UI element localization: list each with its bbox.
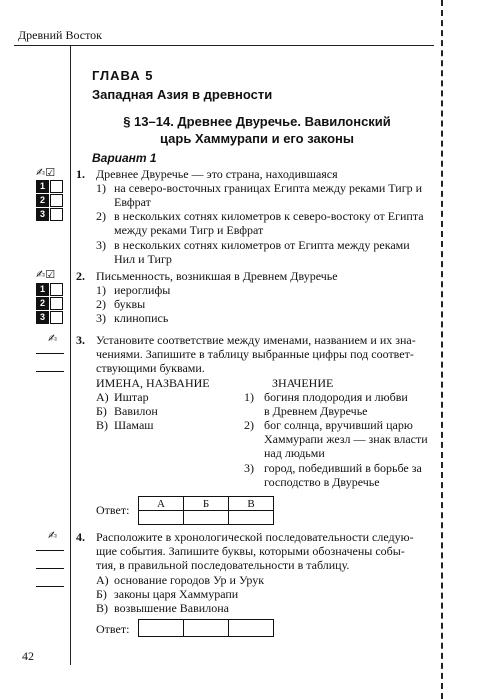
box-number-2: 2 xyxy=(36,297,49,310)
answer-checkbox-q2-2[interactable] xyxy=(50,297,63,310)
running-head: Древний Восток xyxy=(18,28,102,42)
option-text: в нескольких сотнях километров от Египта между реками xyxy=(114,238,410,252)
pencil-check-icon: ✍☑ xyxy=(36,268,56,281)
question-text: щие события. Запишите буквы, которыми обозначены собы- xyxy=(96,544,405,558)
item-letter: Б) xyxy=(96,404,107,418)
pencil-icon: ✍ xyxy=(48,529,58,542)
meaning-number: 3) xyxy=(244,461,254,475)
meaning-text: бог солнца, вручивший царю xyxy=(264,418,413,432)
answer-line[interactable] xyxy=(36,550,64,551)
answer-checkbox-q2-3[interactable] xyxy=(50,311,63,324)
question-number: 4. xyxy=(76,530,85,544)
answer-table-q4 xyxy=(138,619,274,637)
meanings-header: ЗНАЧЕНИЕ xyxy=(272,376,334,390)
variant-label: Вариант 1 xyxy=(92,151,157,165)
question-text: чениями. Запишите в таблицу выбранные цифры под соответ- xyxy=(96,347,414,361)
item-letter: А) xyxy=(96,573,109,587)
answer-cell-1[interactable] xyxy=(139,620,184,637)
pencil-check-icon: ✍☑ xyxy=(36,166,56,179)
answer-checkbox-q1-2[interactable] xyxy=(50,194,63,207)
box-number-3: 3 xyxy=(36,208,49,221)
pencil-icon: ✍ xyxy=(48,332,58,345)
meaning-text: в Древнем Двуречье xyxy=(264,404,368,418)
answer-cell-2[interactable] xyxy=(184,620,229,637)
item-text: основание городов Ур и Урук xyxy=(114,573,265,587)
question-text: Установите соответствие между именами, названием и их зна- xyxy=(96,333,416,347)
option-text: клинопись xyxy=(114,311,169,325)
question-number: 3. xyxy=(76,333,85,347)
section-title xyxy=(96,113,418,147)
item-letter: А) xyxy=(96,390,109,404)
answer-checkbox-q1-3[interactable] xyxy=(50,208,63,221)
meaning-text: над людьми xyxy=(264,446,325,460)
option-number: 2) xyxy=(96,209,106,223)
section-title-line-1: § 13–14. Древнее Двуречье. Вавилонский xyxy=(123,114,391,129)
section-title-line-2: царь Хаммурапи и его законы xyxy=(160,131,354,146)
question-text: Письменность, возникшая в Древнем Двуречье xyxy=(96,269,338,283)
option-number: 3) xyxy=(96,311,106,325)
answer-checkbox-q2-1[interactable] xyxy=(50,283,63,296)
answer-col-a: А xyxy=(139,497,184,511)
answer-label: Ответ: xyxy=(96,622,130,636)
option-text: Евфрат xyxy=(114,195,151,209)
meaning-number: 2) xyxy=(244,418,254,432)
question-number: 2. xyxy=(76,269,85,283)
answer-cell-a[interactable] xyxy=(139,511,184,525)
cut-line xyxy=(441,0,443,699)
margin-rule xyxy=(70,45,71,665)
meaning-number: 1) xyxy=(244,390,254,404)
answer-cell-3[interactable] xyxy=(229,620,274,637)
names-header: ИМЕНА, НАЗВАНИЕ xyxy=(96,376,210,390)
answer-col-c: В xyxy=(229,497,274,511)
option-text: Нил и Тигр xyxy=(114,252,172,266)
box-number-3: 3 xyxy=(36,311,49,324)
answer-table-q3 xyxy=(138,496,274,525)
box-number-1: 1 xyxy=(36,180,49,193)
meaning-text: Хаммурапи жезл — знак власти xyxy=(264,432,428,446)
question-text: тия, в правильной последовательности в таблицу. xyxy=(96,558,350,572)
meaning-text: богиня плодородия и любви xyxy=(264,390,408,404)
option-number: 3) xyxy=(96,238,106,252)
item-text: Шамаш xyxy=(114,418,154,432)
option-text: в нескольких сотнях километров к северо-востоку от Египта xyxy=(114,209,424,223)
item-text: законы царя Хаммурапи xyxy=(114,587,239,601)
option-number: 1) xyxy=(96,283,106,297)
question-text: Расположите в хронологической последовательности следую- xyxy=(96,530,414,544)
box-number-1: 1 xyxy=(36,283,49,296)
question-text: ствующими буквами. xyxy=(96,361,205,375)
answer-checkbox-q1-1[interactable] xyxy=(50,180,63,193)
answer-label: Ответ: xyxy=(96,503,130,517)
option-text: на северо-восточных границах Египта между реками Тигр и xyxy=(114,181,423,195)
answer-col-b: Б xyxy=(184,497,229,511)
option-number: 1) xyxy=(96,181,106,195)
option-number: 2) xyxy=(96,297,106,311)
chapter-label: ГЛАВА 5 xyxy=(92,68,154,83)
item-letter: Б) xyxy=(96,587,107,601)
answer-cell-c[interactable] xyxy=(229,511,274,525)
meaning-text: господство в Двуречье xyxy=(264,475,380,489)
meaning-text: город, победивший в борьбе за xyxy=(264,461,422,475)
item-letter: В) xyxy=(96,418,108,432)
answer-line[interactable] xyxy=(36,353,64,354)
item-text: Вавилон xyxy=(114,404,158,418)
answer-line[interactable] xyxy=(36,586,64,587)
box-number-2: 2 xyxy=(36,194,49,207)
chapter-title: Западная Азия в древности xyxy=(92,87,273,102)
answer-line[interactable] xyxy=(36,371,64,372)
answer-line[interactable] xyxy=(36,568,64,569)
answer-cell-b[interactable] xyxy=(184,511,229,525)
option-text: иероглифы xyxy=(114,283,171,297)
item-letter: В) xyxy=(96,601,108,615)
page-number: 42 xyxy=(22,649,34,663)
option-text: между реками Тигр и Евфрат xyxy=(114,223,264,237)
option-text: буквы xyxy=(114,297,146,311)
question-text: Древнее Двуречье — это страна, находившаяся xyxy=(96,167,338,181)
item-text: возвышение Вавилона xyxy=(114,601,229,615)
question-number: 1. xyxy=(76,167,85,181)
header-rule xyxy=(14,45,434,46)
item-text: Иштар xyxy=(114,390,149,404)
